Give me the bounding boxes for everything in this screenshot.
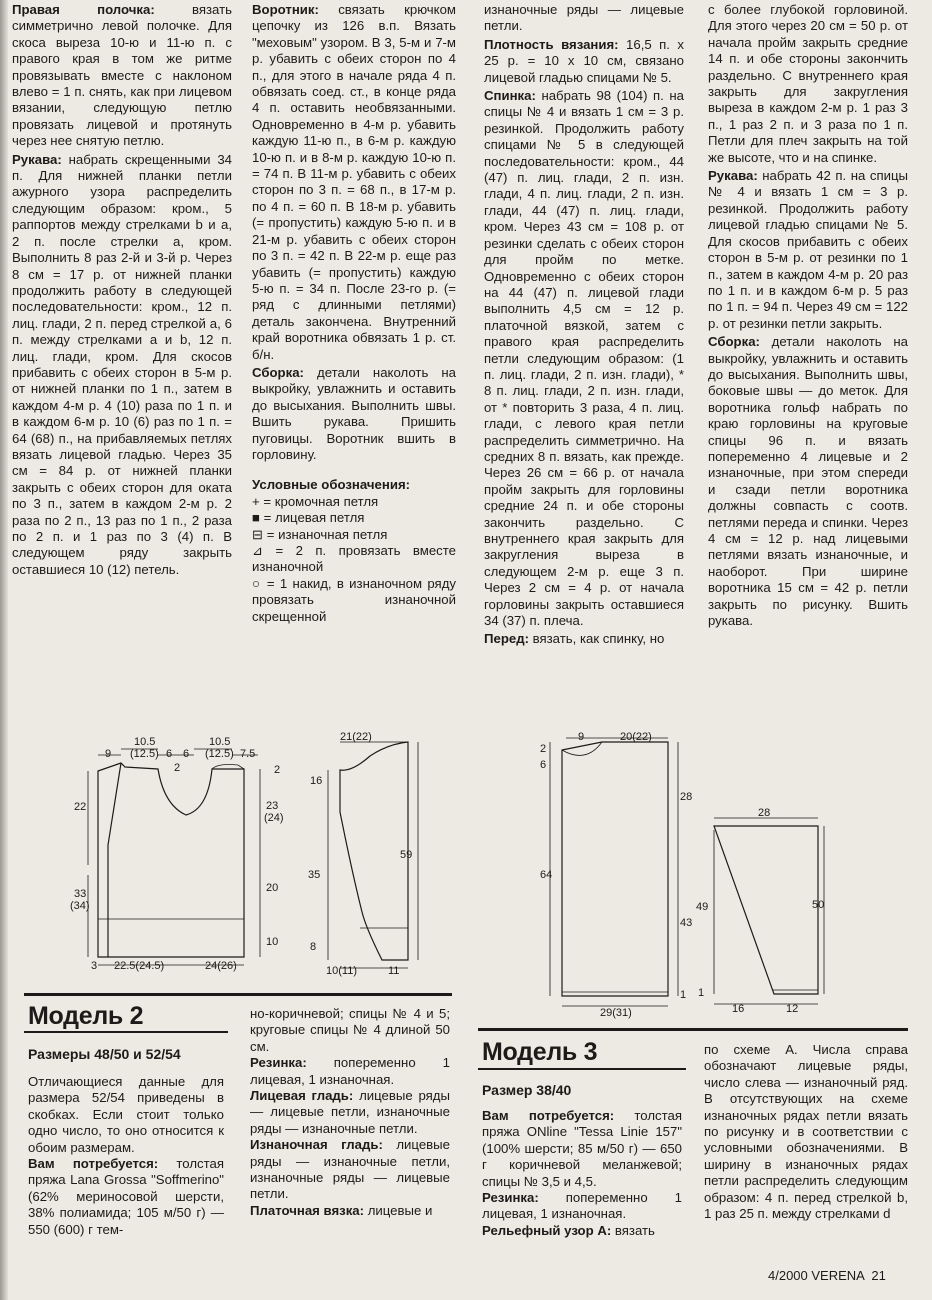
model3-ribbing-label: Резинка: [482,1190,539,1206]
model3-ribbing [482,1190,682,1223]
label-collar: Воротник: [252,2,319,17]
model2-column-2 [250,1006,450,1219]
dim-top-2a: 2 [174,762,181,774]
column-2 [252,2,456,625]
dim-sleeve-left-16: 16 [310,775,323,787]
model2-title: Модель 2 [28,1002,144,1030]
dim-top-7-5: 7.5 [240,748,256,760]
diagram-sleeve-m3-pattern [692,806,832,1016]
model3-sizes: Размер 38/40 [482,1082,572,1098]
text-assembly-m3: детали наколоть на выкройку, увлажнить и оставить до высыхания. Выполнить швы, боковые швы — до меток. Для воротника гольф набрать по краю горловины на круговые спицы 96 п. и вязать попеременно 4 лицевые и 2 изнаночные, при этом спереди и сзади петли воротника должны совпасть с соотв. петлями переда и спинки. Через 4 см = 12 р. над лицевыми петлями вязать изнаночные, и наоборот. При ширине воротника 15 см = 42 р. петли закрыть по рисунку. Вшить рукава. [708,334,908,629]
dim-sleeve-m3-bottom-16: 16 [732,1003,745,1015]
column-4 [708,2,908,629]
model2-column-1 [28,1074,224,1238]
text-front: вязать, как спинку, но [528,631,665,647]
legend-item-k2tog: ⊿ = 2 п. провязать вместе изнаночной [252,543,456,575]
label-sleeves-m3: Рукава: [708,168,758,184]
dim-back-top-20: 20(22) [620,731,652,743]
back-dimension-lines [550,738,678,1006]
column-3 [484,2,684,648]
model2-intro: Отличающиеся данные для размера 52/54 приведены в скобках. Если стоит только одно число, то оно относится к обоим размерам. [28,1074,224,1155]
paragraph-back [484,88,684,629]
dim-sleeve-m3-bottom-12: 12 [786,1003,799,1015]
text-right-front: вязать симметрично левой полочке. Для скоса выреза 10-ю и 11-ю п. с правого края в том же ритме провязывать вместе с наклоном влево = 1 п. снять, как при лицевом вязании, следующую петлю провязать лицевой и протянуть через нее снятую петлю. [12,2,232,149]
model3-materials-label: Вам потребуется: [482,1108,615,1123]
text-assembly: детали наколоть на выкройку, увлажнить и оставить до высыхания. Выполнить швы. Вшить рукава. Пришить пуговицы. Воротник вшить в горловину. [252,364,456,462]
text-gauge: 16,5 п. х 25 р. = 10 х 10 см, связано лицевой гладью спицами № 5. [484,36,685,85]
dim-right-10: 10 [266,936,279,948]
model2-stockinette [250,1088,450,1137]
legend-item-yarn-over: ○ = 1 накид, в изнаночном ряду провязать изнаночной скрещенной [252,575,456,624]
body-outline [98,763,244,957]
dim-top-12-5a: (12.5) [130,748,159,760]
sleeve-m3-outline [714,826,818,994]
diagram-back-pattern [540,730,700,1020]
model2-materials-text: толстая пряжа Lana Grossa "Soffmerino" (62% мериносовой шерсти, 38% полиамида; 105 м/50 г) — 550 (600) г тем- [28,1156,224,1237]
model3-title-rule [478,1068,686,1070]
legend-item-knit-stitch: ■ = лицевая петля [252,510,365,526]
model2-top-rule [24,993,452,996]
text-sleeves-m3: набрать 42 п. на спицы № 4 и вязать 1 см = 3 р. резинкой. Продолжить работу лицевой гладью спицами № 5. Для скосов прибавить с обеих сторон в 5-м р. от резинки по 1 п., затем в каждом 4-м р. 20 раз по 1 п. и в каждом 6-м р. 5 раз по 1 п. = 94 п. Через 49 см = 122 р. от резинки петли закрыть. [708,168,908,331]
text-sleeves: набрать скрещенными 34 п. Для нижней планки петли ажурного узора распределить следующим образом: кром., 5 раппортов между стрелками b и a, 2 п. после стрелки a, кром. Выполнить 8 раз 2-й и 3-й р. Через 8 см = 17 р. от нижней планки продолжить работу в следующей последовательности: кром., 12 п. лиц. глади, 2 п. перед стрелкой a, 6 п. между стрелками a и b, 12 п. лиц. глади, кром. Для скосов прибавить с обеих сторон в 5-м р. от нижней планки по 1 п., затем в каждом 4-м р. 4 (10) раза по 1 п. и в каждом 6-м р. 10 (6) раз по 1 п. = 64 (68) п., на прибавляемых петлях вязать лицевой гладью. Через 35 см = 84 р. от нижней планки закрыть с обеих сторон для оката по 3 п., затем в каждом 2-м р. 2 раза по 2 п., 13 раз по 1 п., 2 раза по 2 п. и 1 раз по 3 (4) п. В следующем ряду закрыть оставшиеся 10 (12) петель. [12,151,232,577]
dim-sleeve-right-59: 59 [400,849,413,861]
model3-relief-pattern-label: Рельефный узор A: [482,1222,612,1238]
dim-back-right-28: 28 [680,791,693,803]
model2-reverse-stockinette-label: Изнаночная гладь: [250,1137,383,1153]
dim-back-right-43: 43 [680,917,693,929]
sleeve-outline [340,742,408,960]
dim-back-left-2: 2 [540,743,547,755]
dim-top-9: 9 [105,748,112,760]
label-gauge: Плотность вязания: [484,36,619,52]
paragraph-sleeves-m3 [708,168,908,332]
model3-scheme-text: по схеме A. Числа справа обозначают лицевые ряды, число слева — изнаночный ряд. В отсутствующих на схеме изнаночных рядах петли вязать по рисунку и в соответствии с условными обозначениями. В ширину в изнаночных рядах петли распределить следующим образом: 4 п. перед стрелкой b, 1 раз 25 п. между стрелками d [704,1042,908,1222]
legend-item-edge-stitch: + = кромочная петля [252,493,379,509]
model2-garter-text: лицевые и [364,1202,433,1218]
top-dimension-lines [98,749,258,755]
dim-left-33: 33 [74,888,87,900]
dim-right-24: (24) [264,812,284,824]
dim-sleeve-top: 21(22) [340,732,372,743]
paragraph-front [484,631,684,647]
dim-back-top-9: 9 [578,731,585,743]
model2-garter [250,1203,450,1219]
diagram-body-pattern [68,735,288,975]
legend-item-purl-stitch: ⊟ = изнаночная петля [252,526,388,542]
model3-materials [482,1108,682,1190]
dim-back-bottom-29: 29(31) [600,1007,632,1019]
dim-sleeve-m3-left-49: 49 [696,901,709,913]
label-assembly: Сборка: [252,364,304,380]
model3-title: Модель 3 [482,1038,598,1066]
label-right-front: Правая полочка: [12,2,155,17]
column-1 [12,2,232,578]
page-footer: 4/2000 VERENA 21 [768,1268,886,1283]
model2-stockinette-text: лицевые ряды — лицевые петли, изнаночные ряды — изнаночные петли. [250,1088,450,1136]
dim-top-2b: 2 [274,764,281,776]
model2-reverse-stockinette [250,1137,450,1203]
model3-column-2 [704,1042,908,1222]
shoulder-line [212,765,244,770]
diagram-sleeve-pattern [300,732,430,977]
paragraph-assembly [252,365,456,463]
model2-ribbing [250,1055,450,1088]
paragraph-collar [252,2,456,363]
model2-materials-cont: но-коричневой; спицы № 4 и 5; круговые спицы № 4 длиной 50 см. [250,1006,450,1054]
dim-top-6b: 6 [183,748,190,760]
label-back: Спинка: [484,88,536,104]
back-outline [562,742,668,996]
model2-title-rule [24,1031,228,1033]
label-sleeves: Рукава: [12,151,62,167]
dim-sleeve-m3-top: 28 [758,807,771,819]
model3-top-rule [478,1028,908,1031]
dim-top-10-5b: 10.5 [209,736,231,748]
dim-back-left-64: 64 [540,869,553,881]
paragraph-assembly-m3 [708,334,908,629]
paragraph-right-front [12,2,232,150]
model3-relief-pattern [482,1223,682,1239]
dim-sleeve-m3-right-50: 50 [812,899,825,911]
dim-bottom-22-5: 22.5(24.5) [114,960,165,972]
model3-relief-pattern-text: вязать [611,1222,655,1238]
paragraph-sleeves [12,152,232,579]
model2-materials [28,1156,224,1238]
model2-materials-label: Вам потребуется: [28,1156,159,1172]
model3-materials-text: толстая пряжа ONline "Tessa Linie 157" (100% шерсти; 85 м/50 г) — 650 г коричневой меланжевой; спицы № 3,5 и 4,5. [482,1108,682,1189]
sleeve-m3-dimension-lines [714,818,824,1004]
text-col3-continuation: изнаночные ряды — лицевые петли. [484,2,684,34]
dim-back-left-6: 6 [540,759,547,771]
dim-left-34: (34) [70,900,90,912]
dim-top-6a: 6 [166,748,173,760]
dim-sleeve-left-8: 8 [310,941,317,953]
model2-garter-label: Платочная вязка: [250,1202,365,1218]
dim-bottom-24: 24(26) [205,960,237,972]
model2-stockinette-label: Лицевая гладь: [250,1088,354,1104]
label-assembly-m3: Сборка: [708,334,760,350]
model2-ribbing-text: попеременно 1 лицевая, 1 изнаночная. [250,1055,450,1087]
dim-top-12-5b: (12.5) [205,748,234,760]
text-collar: связать крючком цепочку из 126 в.п. Вязать "меховым" узором. В 3, 5-м и 7-м р. убавить с обеих сторон по 4 п., для этого в начале ряда 4 п. обвязать соед. ст., в конце ряда 4 п. оставить необвязанными. Одновременно в 4-м р. убавить каждую 11-ю п., в 6-м р. каждую 10-ю п. и в 8-м р. каждую 10-ю п. = 74 п. В 11-м р. убавить с обеих сторон по 3 п. = 68 п., в 17-м р. по 4 п. = 60 п. В 18-м р. убавить (= пропустить) каждую 5-ю п. и в 21-м р. убавить с обеих сторон по 3 п. = 42 п. В 22-м р. еще раз убавить (= пропустить) каждую 5-ю п. = 34 п. После 23-го р. (= ряд с длинными петлями) деталь закончена. Внутренний край воротника обвязать 1 р. ст. б/н. [252,2,456,362]
dim-sleeve-bottom-10: 10(11) [326,965,357,977]
model2-sizes: Размеры 48/50 и 52/54 [28,1046,181,1062]
dim-left-22: 22 [74,801,87,813]
label-front: Перед: [484,631,529,647]
legend-title: Условные обозначения: [252,477,411,493]
dim-sleeve-m3-left-1: 1 [698,987,705,999]
text-col4-continuation: с более глубокой горловиной. Для этого через 20 см = 50 р. от начала пройм закрыть средние 14 п. и обе стороны закончить раздельно. С внутреннего края закрыть для закругления выреза в каждом 2-м р. 1 раз 3 п., 1 раз 2 п. и 3 раза по 1 п. Петли для плеч закрыть на той же высоте, что и на спинке. [708,2,908,165]
dim-back-right-1: 1 [680,989,687,1001]
dim-top-10-5a: 10.5 [134,736,156,748]
dim-sleeve-bottom-11: 11 [388,965,400,977]
text-back: набрать 98 (104) п. на спицы № 4 и вязать 1 см = 3 р. резинкой. Продолжить работу спицами № 5 в следующей последовательности: кром., 44 (47) п. лиц. глади, 2 п. изн. глади, 4 п. лиц. глади, 2 п. изн. глади, 44 (47) п. лиц. глади, кром. Через 43 см = 108 р. от резинки сделать с обеих сторон для пройм по метке. Одновременно с обеих сторон на 44 (47) п. лицевой глади выполнить 4,5 см = 12 р. платочной вязкой, затем с правого края распределить петли следующим образом: (1 п. лиц. глади, 2 п. изн. глади), * 8 п. лиц. глади, 2 п. изн. глади, от * повторить 3 раза, 4 п. лиц. глади, с левого края петли распределить симметрично. На средних 8 п. вязать, как прежде. Через 26 см = 66 р. от начала пройм закрыть для горловины средние 24 п. и обе стороны закончить раздельно. С внутреннего края закрыть для закругления выреза в следующем 2-м р. еще 3 п. Через 2 см = 4 р. от начала горловины закрыть оставшиеся 34 (37) п. плеча. [484,88,684,629]
model3-ribbing-text: попеременно 1 лицевая, 1 изнаночная. [482,1190,682,1222]
dim-sleeve-left-35: 35 [308,869,321,881]
dim-bottom-3: 3 [91,960,98,972]
dim-right-20: 20 [266,882,279,894]
front-edge-line [108,763,121,957]
dim-right-23: 23 [266,800,279,812]
model3-column-1 [482,1108,682,1239]
model2-ribbing-label: Резинка: [250,1055,307,1071]
page-edge-shadow [0,0,8,1300]
paragraph-gauge [484,37,684,86]
model2-reverse-stockinette-text: лицевые ряды — изнаночные петли, изнаночные ряды — лицевые петли. [250,1137,450,1202]
